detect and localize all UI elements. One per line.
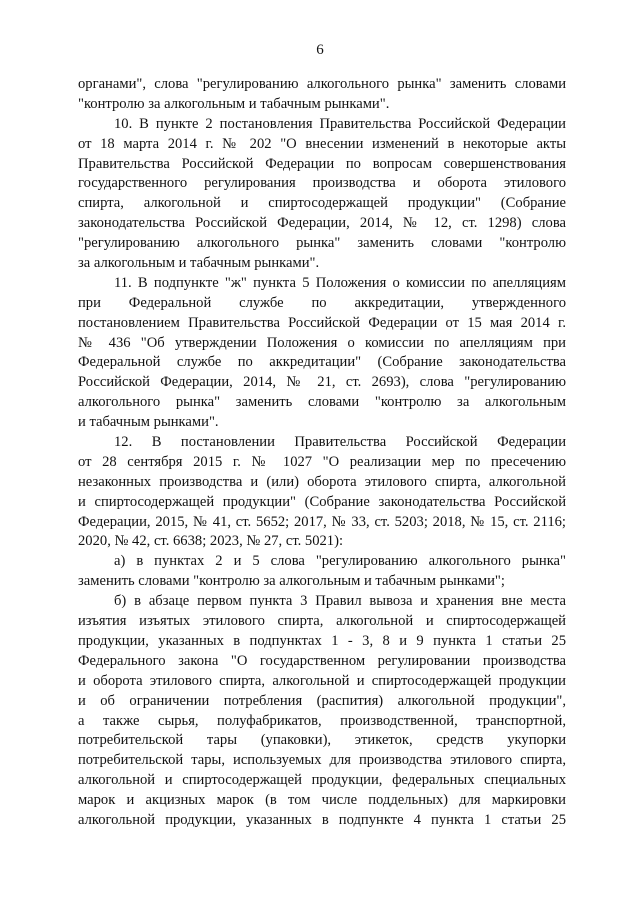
text-line: а) в пунктах 2 и 5 слова "регулированию алкогольного рынка" bbox=[114, 553, 566, 570]
text-line: алкогольной и спиртосодержащей продукции, федеральных специальных bbox=[78, 772, 566, 789]
text-line: Федерального закона "О государственном регулировании производства bbox=[78, 652, 566, 669]
text-line: и об ограничении потребления (распития) алкогольной продукции", bbox=[78, 692, 566, 709]
text-line: "регулированию алкогольного рынка" заменить словами "контролю bbox=[78, 235, 566, 252]
text-line: от 18 марта 2014 г. № 202 "О внесении изменений в некоторые акты bbox=[78, 135, 566, 152]
text-line: потребительской тары (упаковки), этикеток, средств укупорки bbox=[78, 732, 566, 749]
document-body bbox=[78, 75, 566, 831]
text-line: государственного регулирования производства и оборота этилового bbox=[78, 175, 566, 192]
text-line: от 28 сентября 2015 г. № 1027 "О реализации мер по пресечению bbox=[78, 453, 566, 470]
text-line: и спиртосодержащей продукции" (Собрание законодательства Российской bbox=[78, 493, 566, 510]
text-line: 11. В подпункте "ж" пункта 5 Положения о комиссии по апелляциям bbox=[114, 274, 566, 291]
text-line: алкогольной продукции, указанных в подпункте 4 пункта 1 статьи 25 bbox=[78, 811, 566, 828]
text-line: Федерации, 2015, № 41, ст. 5652; 2017, № 33, ст. 5203; 2018, № 15, ст. 2116; bbox=[78, 513, 566, 530]
text-line: и оборота этилового спирта, алкогольной и спиртосодержащей продукции bbox=[78, 672, 566, 689]
page-number: 6 bbox=[316, 42, 324, 58]
text-line: б) в абзаце первом пункта 3 Правил вывоза и хранения вне места bbox=[114, 593, 566, 610]
text-line: а также сырья, полуфабрикатов, производственной, транспортной, bbox=[78, 712, 566, 729]
text-line: марок и акцизных марок (в том числе поддельных) для маркировки bbox=[78, 792, 566, 809]
text-line: Правительства Российской Федерации по вопросам совершенствования bbox=[78, 155, 566, 172]
text-line: Федеральной службе по аккредитации" (Собрание законодательства bbox=[78, 354, 566, 371]
text-line: 12. В постановлении Правительства Российской Федерации bbox=[114, 434, 566, 451]
text-line: и табачным рынками". bbox=[78, 414, 219, 431]
text-line: незаконных производства и (или) оборота этилового спирта, алкогольной bbox=[78, 473, 566, 490]
text-line: постановлением Правительства Российской Федерации от 15 мая 2014 г. bbox=[78, 314, 566, 331]
text-line: потребительской тары, используемых для производства этилового спирта, bbox=[78, 752, 566, 769]
text-line: заменить словами "контролю за алкогольным и табачным рынками"; bbox=[78, 573, 505, 590]
text-line: законодательства Российской Федерации, 2014, № 12, ст. 1298) слова bbox=[78, 215, 566, 232]
text-line: "контролю за алкогольным и табачным рынками". bbox=[78, 95, 390, 112]
text-line: органами", слова "регулированию алкогольного рынка" заменить словами bbox=[78, 76, 566, 92]
text-line: № 436 "Об утверждении Положения о комиссии по апелляциям при bbox=[78, 334, 566, 351]
text-line: Российской Федерации, 2014, № 21, ст. 2693), слова "регулированию bbox=[78, 374, 566, 391]
text-line: при Федеральной службе по аккредитации, утвержденного bbox=[78, 294, 566, 311]
text-line: алкогольного рынка" заменить словами "контролю за алкогольным bbox=[78, 394, 566, 411]
text-line: 2020, № 42, ст. 6638; 2023, № 27, ст. 5021): bbox=[78, 533, 343, 550]
text-line: 10. В пункте 2 постановления Правительства Российской Федерации bbox=[114, 115, 566, 132]
text-line: спирта, алкогольной и спиртосодержащей продукции" (Собрание bbox=[78, 195, 566, 212]
text-line: за алкогольным и табачным рынками". bbox=[78, 255, 320, 272]
text-line: продукции, указанных в подпунктах 1 - 3, 8 и 9 пункта 1 статьи 25 bbox=[78, 632, 566, 649]
text-line: изъятия изъятых этилового спирта, алкогольной и спиртосодержащей bbox=[78, 613, 566, 630]
